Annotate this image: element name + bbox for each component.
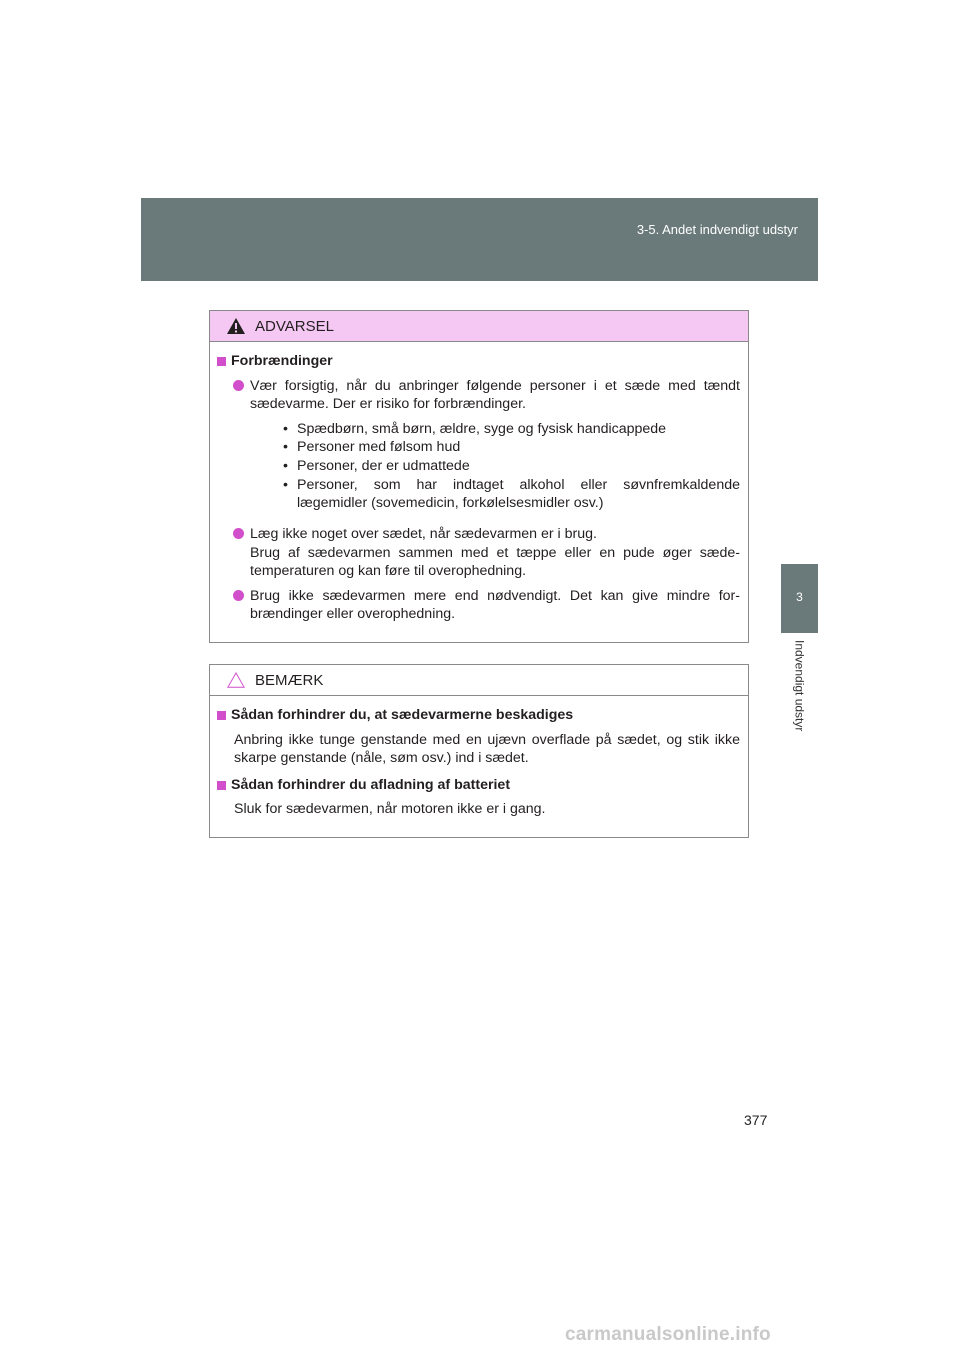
warning-item [233,587,740,624]
list-item: • Personer med følsom hud [283,438,740,457]
list-item: • Personer, som har indtaget alkohol eller søvnfremkaldende lægemidler (sovemedicin, forkølelsesmidler osv.) [283,476,740,513]
round-bullet-icon [233,380,244,391]
warning-header [210,311,748,342]
warning-item-text: Vær forsigtig, når du anbringer følgende personer i et sæde med tændt sædevarme. Der er risiko for forbrændinger. [250,377,740,412]
list-item: • Spædbørn, små børn, ældre, syge og fysisk handicappede [283,420,740,439]
warning-triangle-icon [227,318,245,334]
notice-heading: Sådan forhindrer du, at sædevarmerne beskadiges [217,706,740,725]
notice-header [210,665,748,696]
chapter-number: 3 [796,590,803,604]
warning-item-text: Læg ikke noget over sædet, når sædevarmen er i brug. [250,526,597,543]
notice-box [209,664,749,838]
risk-person-list [283,420,740,514]
header-band [141,198,818,281]
warning-item-text: Brug af sædevarmen sammen med et tæppe eller en pude øger sæde-temperaturen og kan føre til overophedning. [250,544,740,580]
square-bullet-icon [217,357,226,366]
list-item: • Personer, der er udmattede [283,457,740,476]
notice-text: Anbring ikke tunge genstande med en ujævn overflade på sædet, og stik ikke skarpe genstande (nåle, søm osv.) ind i sædet. [234,731,740,766]
chapter-label: Indvendigt udstyr [792,640,807,732]
warning-item [233,377,740,520]
notice-text: Sluk for sædevarmen, når motoren ikke er i gang. [234,801,546,817]
chapter-tab [781,564,818,633]
section-title: 3-5. Andet indvendigt udstyr [636,222,798,237]
warning-item [233,525,740,581]
warning-box [209,310,749,643]
notice-heading: Sådan forhindrer du afladning af batteriet [217,776,740,795]
page-number: 377 [744,1112,768,1128]
notice-title: BEMÆRK [255,671,324,689]
square-bullet-icon [217,781,226,790]
round-bullet-icon [233,590,244,601]
warning-title: ADVARSEL [255,317,334,335]
warning-heading: Forbrændinger [217,352,740,371]
caution-outline-icon [227,672,245,688]
watermark: carmanualsonline.info [565,1324,771,1345]
square-bullet-icon [217,711,226,720]
round-bullet-icon [233,528,244,539]
warning-item-text: Brug ikke sædevarmen mere end nødvendigt. Det kan give mindre for-brændinger eller overophedning. [250,587,740,623]
